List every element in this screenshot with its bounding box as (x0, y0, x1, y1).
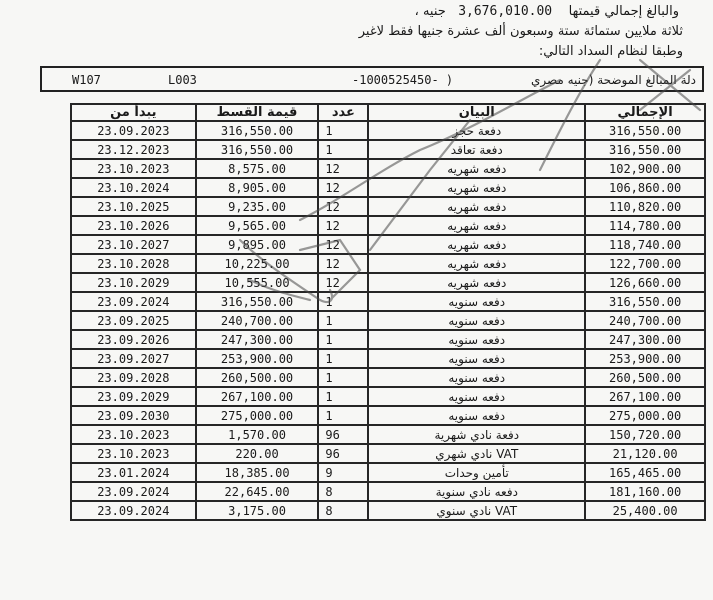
table-row (71, 463, 705, 482)
row-description: VAT نادي سنوي (368, 501, 585, 520)
payment-system-intro: وطبقا لنظام السداد التالي: (538, 44, 683, 59)
row-installment: 260,500.00 (196, 368, 319, 387)
row-date: 23.09.2030 (71, 406, 196, 425)
row-date: 23.10.2028 (71, 254, 196, 273)
row-date: 23.12.2023 (71, 140, 196, 159)
row-date: 23.09.2023 (71, 121, 196, 140)
row-total: 316,550.00 (585, 292, 705, 311)
row-total: 240,700.00 (585, 311, 705, 330)
row-count: 12 (318, 273, 368, 292)
row-count: 12 (318, 197, 368, 216)
row-date: 23.09.2026 (71, 330, 196, 349)
row-description: دفعه نادي سنوية (368, 482, 585, 501)
table-row (71, 406, 705, 425)
total-amount-currency: جنيه ، (414, 4, 446, 19)
header-date: يبدأ من (71, 104, 196, 121)
row-total: 267,100.00 (585, 387, 705, 406)
row-count: 8 (318, 501, 368, 520)
row-count: 12 (318, 159, 368, 178)
row-date: 23.09.2027 (71, 349, 196, 368)
row-installment: 22,645.00 (196, 482, 319, 501)
row-description: دفعه شهريه (368, 235, 585, 254)
row-total: 118,740.00 (585, 235, 705, 254)
row-total: 126,660.00 (585, 273, 705, 292)
row-total: 253,900.00 (585, 349, 705, 368)
row-total: 110,820.00 (585, 197, 705, 216)
table-row (71, 197, 705, 216)
row-installment: 8,575.00 (196, 159, 319, 178)
row-total: 316,550.00 (585, 140, 705, 159)
table-row (71, 273, 705, 292)
row-description: VAT نادي شهري (368, 444, 585, 463)
row-installment: 275,000.00 (196, 406, 319, 425)
table-row (71, 387, 705, 406)
row-total: 260,500.00 (585, 368, 705, 387)
row-installment: 220.00 (196, 444, 319, 463)
row-date: 23.09.2025 (71, 311, 196, 330)
row-count: 1 (318, 349, 368, 368)
row-description: دفعه شهريه (368, 197, 585, 216)
table-row (71, 330, 705, 349)
row-installment: 8,905.00 (196, 178, 319, 197)
row-total: 316,550.00 (585, 121, 705, 140)
row-date: 23.09.2024 (71, 482, 196, 501)
row-description: دفعه سنويه (368, 387, 585, 406)
row-installment: 9,235.00 (196, 197, 319, 216)
row-total: 181,160.00 (585, 482, 705, 501)
row-total: 122,700.00 (585, 254, 705, 273)
row-installment: 247,300.00 (196, 330, 319, 349)
row-date: 23.01.2024 (71, 463, 196, 482)
table-row (71, 159, 705, 178)
row-total: 275,000.00 (585, 406, 705, 425)
header-count: عدد (318, 104, 368, 121)
row-installment: 253,900.00 (196, 349, 319, 368)
row-total: 106,860.00 (585, 178, 705, 197)
row-description: دفعه سنويه (368, 311, 585, 330)
row-count: 1 (318, 406, 368, 425)
total-amount-line (415, 4, 679, 19)
row-installment: 10,555.00 (196, 273, 319, 292)
row-total: 150,720.00 (585, 425, 705, 444)
row-date: 23.10.2026 (71, 216, 196, 235)
row-date: 23.09.2029 (71, 387, 196, 406)
row-installment: 316,550.00 (196, 121, 319, 140)
row-date: 23.10.2025 (71, 197, 196, 216)
row-date: 23.10.2023 (71, 159, 196, 178)
row-date: 23.10.2023 (71, 425, 196, 444)
total-amount-value: 3,676,010.00 (458, 4, 553, 19)
row-total: 25,400.00 (585, 501, 705, 520)
table-row (71, 444, 705, 463)
reference-code-l: L003 (168, 73, 197, 87)
reference-account-number: -1000525450- ) (352, 73, 454, 87)
row-count: 1 (318, 330, 368, 349)
table-row (71, 368, 705, 387)
table-row (71, 178, 705, 197)
row-count: 1 (318, 140, 368, 159)
row-installment: 316,550.00 (196, 140, 319, 159)
row-count: 1 (318, 368, 368, 387)
header-description: البيان (368, 104, 585, 121)
table-row (71, 349, 705, 368)
table-row (71, 235, 705, 254)
header-installment: قيمة القسط (196, 104, 319, 121)
row-count: 1 (318, 311, 368, 330)
row-total: 21,120.00 (585, 444, 705, 463)
row-description: دفعة نادي شهرية (368, 425, 585, 444)
reference-code-w: W107 (72, 73, 101, 87)
row-date: 23.10.2029 (71, 273, 196, 292)
table-row (71, 216, 705, 235)
row-description: تأمين وحدات (368, 463, 585, 482)
row-date: 23.10.2027 (71, 235, 196, 254)
table-row (71, 121, 705, 140)
row-total: 114,780.00 (585, 216, 705, 235)
row-description: دفعه سنويه (368, 406, 585, 425)
reference-box (40, 66, 704, 92)
row-description: دفعه سنويه (368, 330, 585, 349)
total-amount-label: والبالغ إجمالي قيمتها (568, 4, 679, 19)
row-installment: 240,700.00 (196, 311, 319, 330)
table-row (71, 254, 705, 273)
table-row (71, 292, 705, 311)
row-count: 1 (318, 292, 368, 311)
row-description: دفعه شهريه (368, 178, 585, 197)
table-row (71, 482, 705, 501)
row-count: 8 (318, 482, 368, 501)
row-count: 1 (318, 387, 368, 406)
row-total: 102,900.00 (585, 159, 705, 178)
row-description: دفعه شهريه (368, 254, 585, 273)
row-date: 23.10.2024 (71, 178, 196, 197)
row-description: دفعه شهريه (368, 159, 585, 178)
row-installment: 316,550.00 (196, 292, 319, 311)
row-date: 23.09.2028 (71, 368, 196, 387)
row-installment: 3,175.00 (196, 501, 319, 520)
row-count: 9 (318, 463, 368, 482)
row-description: دفعة حجز (368, 121, 585, 140)
total-amount-in-words: ثلاثة ملايين ستمائة ستة وسبعون ألف عشرة جنيها فقط لاغير (358, 24, 683, 39)
row-installment: 18,385.00 (196, 463, 319, 482)
row-installment: 9,565.00 (196, 216, 319, 235)
row-total: 165,465.00 (585, 463, 705, 482)
header-total: الإجمالي (585, 104, 705, 121)
table-row (71, 501, 705, 520)
table-row (71, 425, 705, 444)
row-count: 96 (318, 425, 368, 444)
table-row (71, 140, 705, 159)
table-row (71, 311, 705, 330)
row-description: دفعه شهريه (368, 273, 585, 292)
reference-title: دلة المبالغ الموضحة (جنيه مصري (530, 73, 696, 87)
row-description: دفعه شهريه (368, 216, 585, 235)
row-count: 12 (318, 235, 368, 254)
row-installment: 1,570.00 (196, 425, 319, 444)
row-date: 23.09.2024 (71, 501, 196, 520)
row-total: 247,300.00 (585, 330, 705, 349)
row-count: 12 (318, 178, 368, 197)
row-date: 23.09.2024 (71, 292, 196, 311)
schedule-body (71, 121, 705, 520)
row-installment: 9,895.00 (196, 235, 319, 254)
row-description: دفعة تعاقد (368, 140, 585, 159)
row-count: 1 (318, 121, 368, 140)
row-installment: 10,225.00 (196, 254, 319, 273)
row-date: 23.10.2023 (71, 444, 196, 463)
row-count: 96 (318, 444, 368, 463)
row-description: دفعه سنويه (368, 349, 585, 368)
row-count: 12 (318, 254, 368, 273)
table-header-row (71, 104, 705, 121)
payment-schedule-table (70, 103, 706, 521)
row-installment: 267,100.00 (196, 387, 319, 406)
row-description: دفعه سنويه (368, 292, 585, 311)
row-count: 12 (318, 216, 368, 235)
row-description: دفعه سنويه (368, 368, 585, 387)
